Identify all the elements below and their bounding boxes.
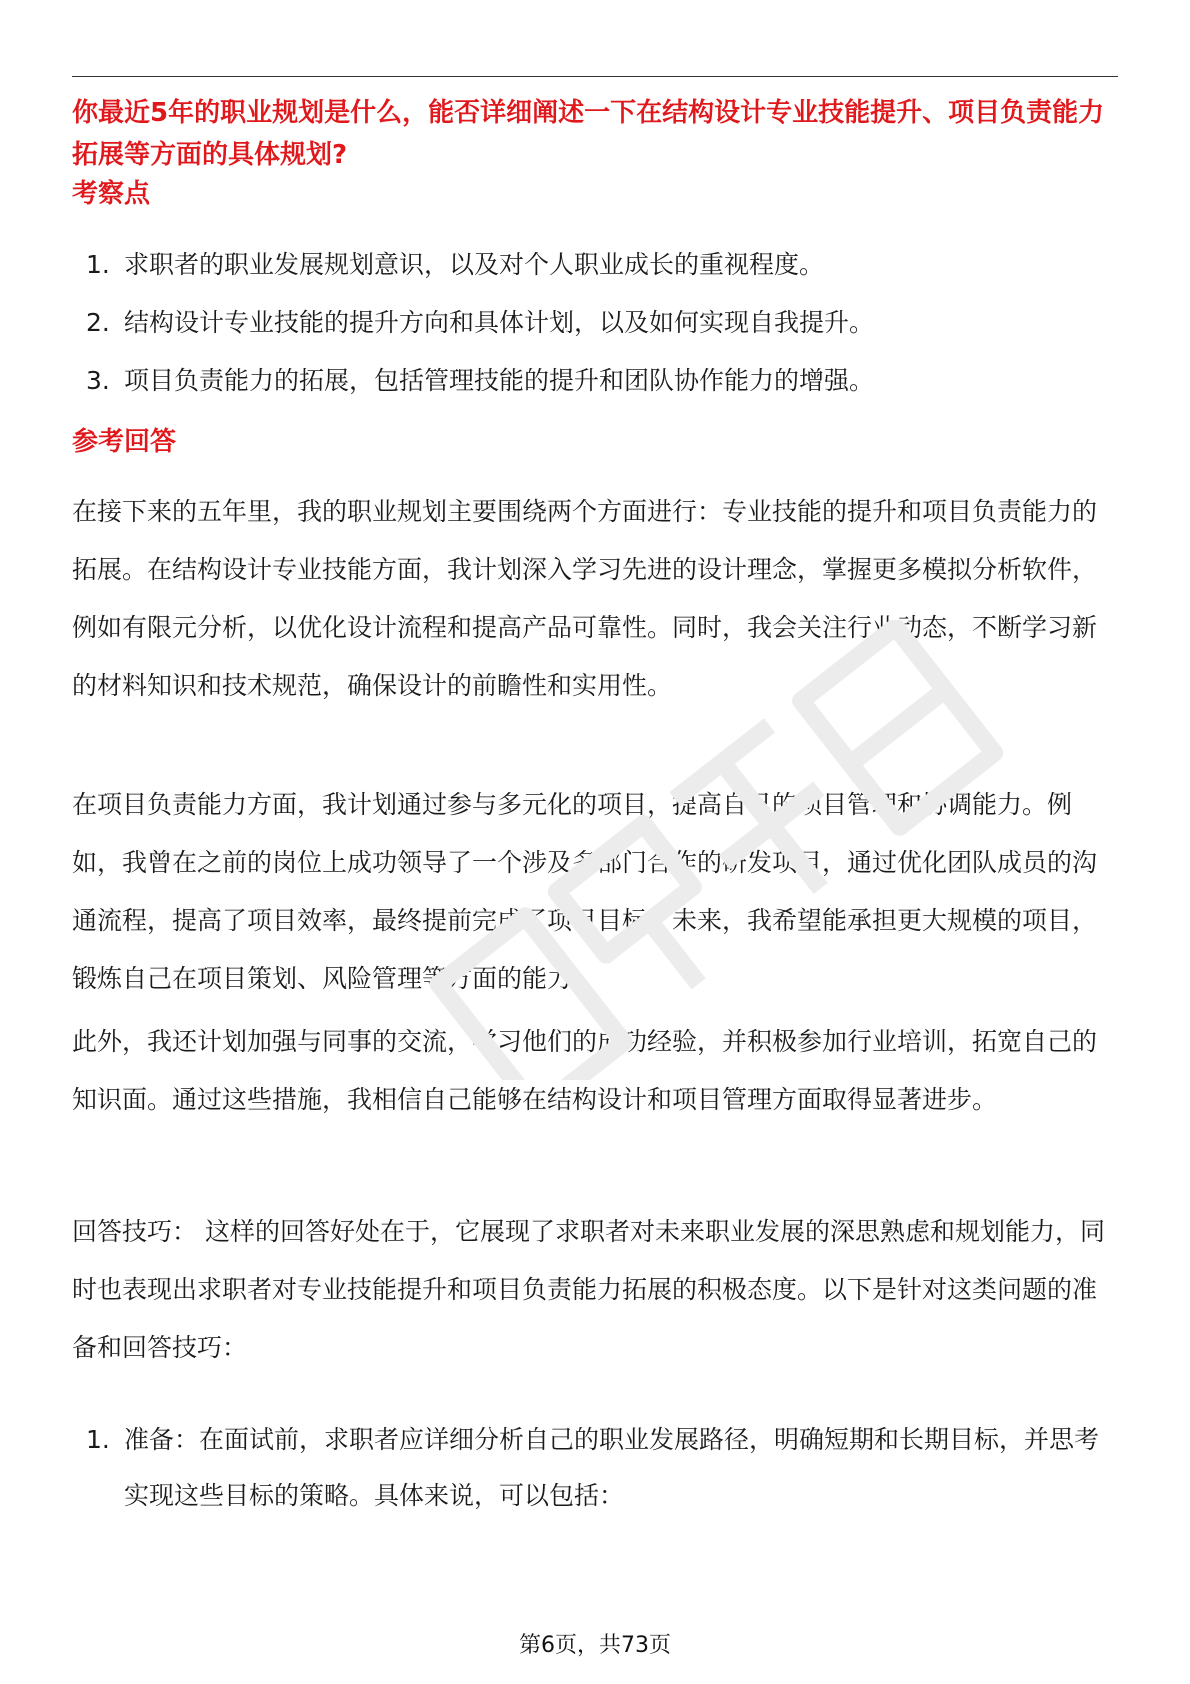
page-number-footer: 第6页，共73页 [519,1633,671,1658]
answer-paragraph-1: 在接下来的五年里，我的职业规划主要围绕两个方面进行：专业技能的提升和项目负责能力的拓展。在结构设计专业技能方面，我计划深入学习先进的设计理念，掌握更多模拟分析软件，例如有限元分析，以优化设计流程和提高产品可靠性。同时，我会关注行业动态，不断学习新的材料知识和技术规范，确保设计的前瞻性和实用性。 [72,497,1098,700]
answer-paragraph-2: 在项目负责能力方面，我计划通过参与多元化的项目，提高自己的项目管理和协调能力。例如，我曾在之前的岗位上成功领导了一个涉及多部门合作的研发项目，通过优化团队成员的沟通流程，提高了项目效率，最终提前完成了项目目标。未来，我希望能承担更大规模的项目，锻炼自己在项目策划、风险管理等方面的能力。 [72,790,1098,993]
list-item: 1. 求职者的职业发展规划意识，以及对个人职业成长的重视程度。 [86,250,825,279]
list-item: 2. 结构设计专业技能的提升方向和具体计划，以及如何实现自我提升。 [86,308,875,337]
exam-points-list [72,236,1118,410]
tips-list [72,1412,1118,1524]
top-divider [72,76,1118,77]
exam-points-title: 考察点 [72,179,151,209]
list-item: 3. 项目负责能力的拓展，包括管理技能的提升和团队协作能力的增强。 [86,366,875,395]
list-item: 1. 准备：在面试前，求职者应详细分析自己的职业发展路径，明确短期和长期目标，并思考实现这些目标的策略。具体来说，可以包括： [86,1425,1100,1510]
reference-answer-title: 参考回答 [72,427,177,457]
question-heading: 你最近5年的职业规划是什么，能否详细阐述一下在结构设计专业技能提升、项目负责能力拓展等方面的具体规划? [72,98,1105,170]
answer-paragraph-3: 此外，我还计划加强与同事的交流，学习他们的成功经验，并积极参加行业培训，拓宽自己的知识面。通过这些措施，我相信自己能够在结构设计和项目管理方面取得显著进步。 [72,1027,1098,1114]
answer-tips-intro: 回答技巧： 这样的回答好处在于，它展现了求职者对未来职业发展的深思熟虑和规划能力，同时也表现出求职者对专业技能提升和项目负责能力拓展的积极态度。以下是针对这类问题的准备和回答技巧： [72,1217,1105,1362]
